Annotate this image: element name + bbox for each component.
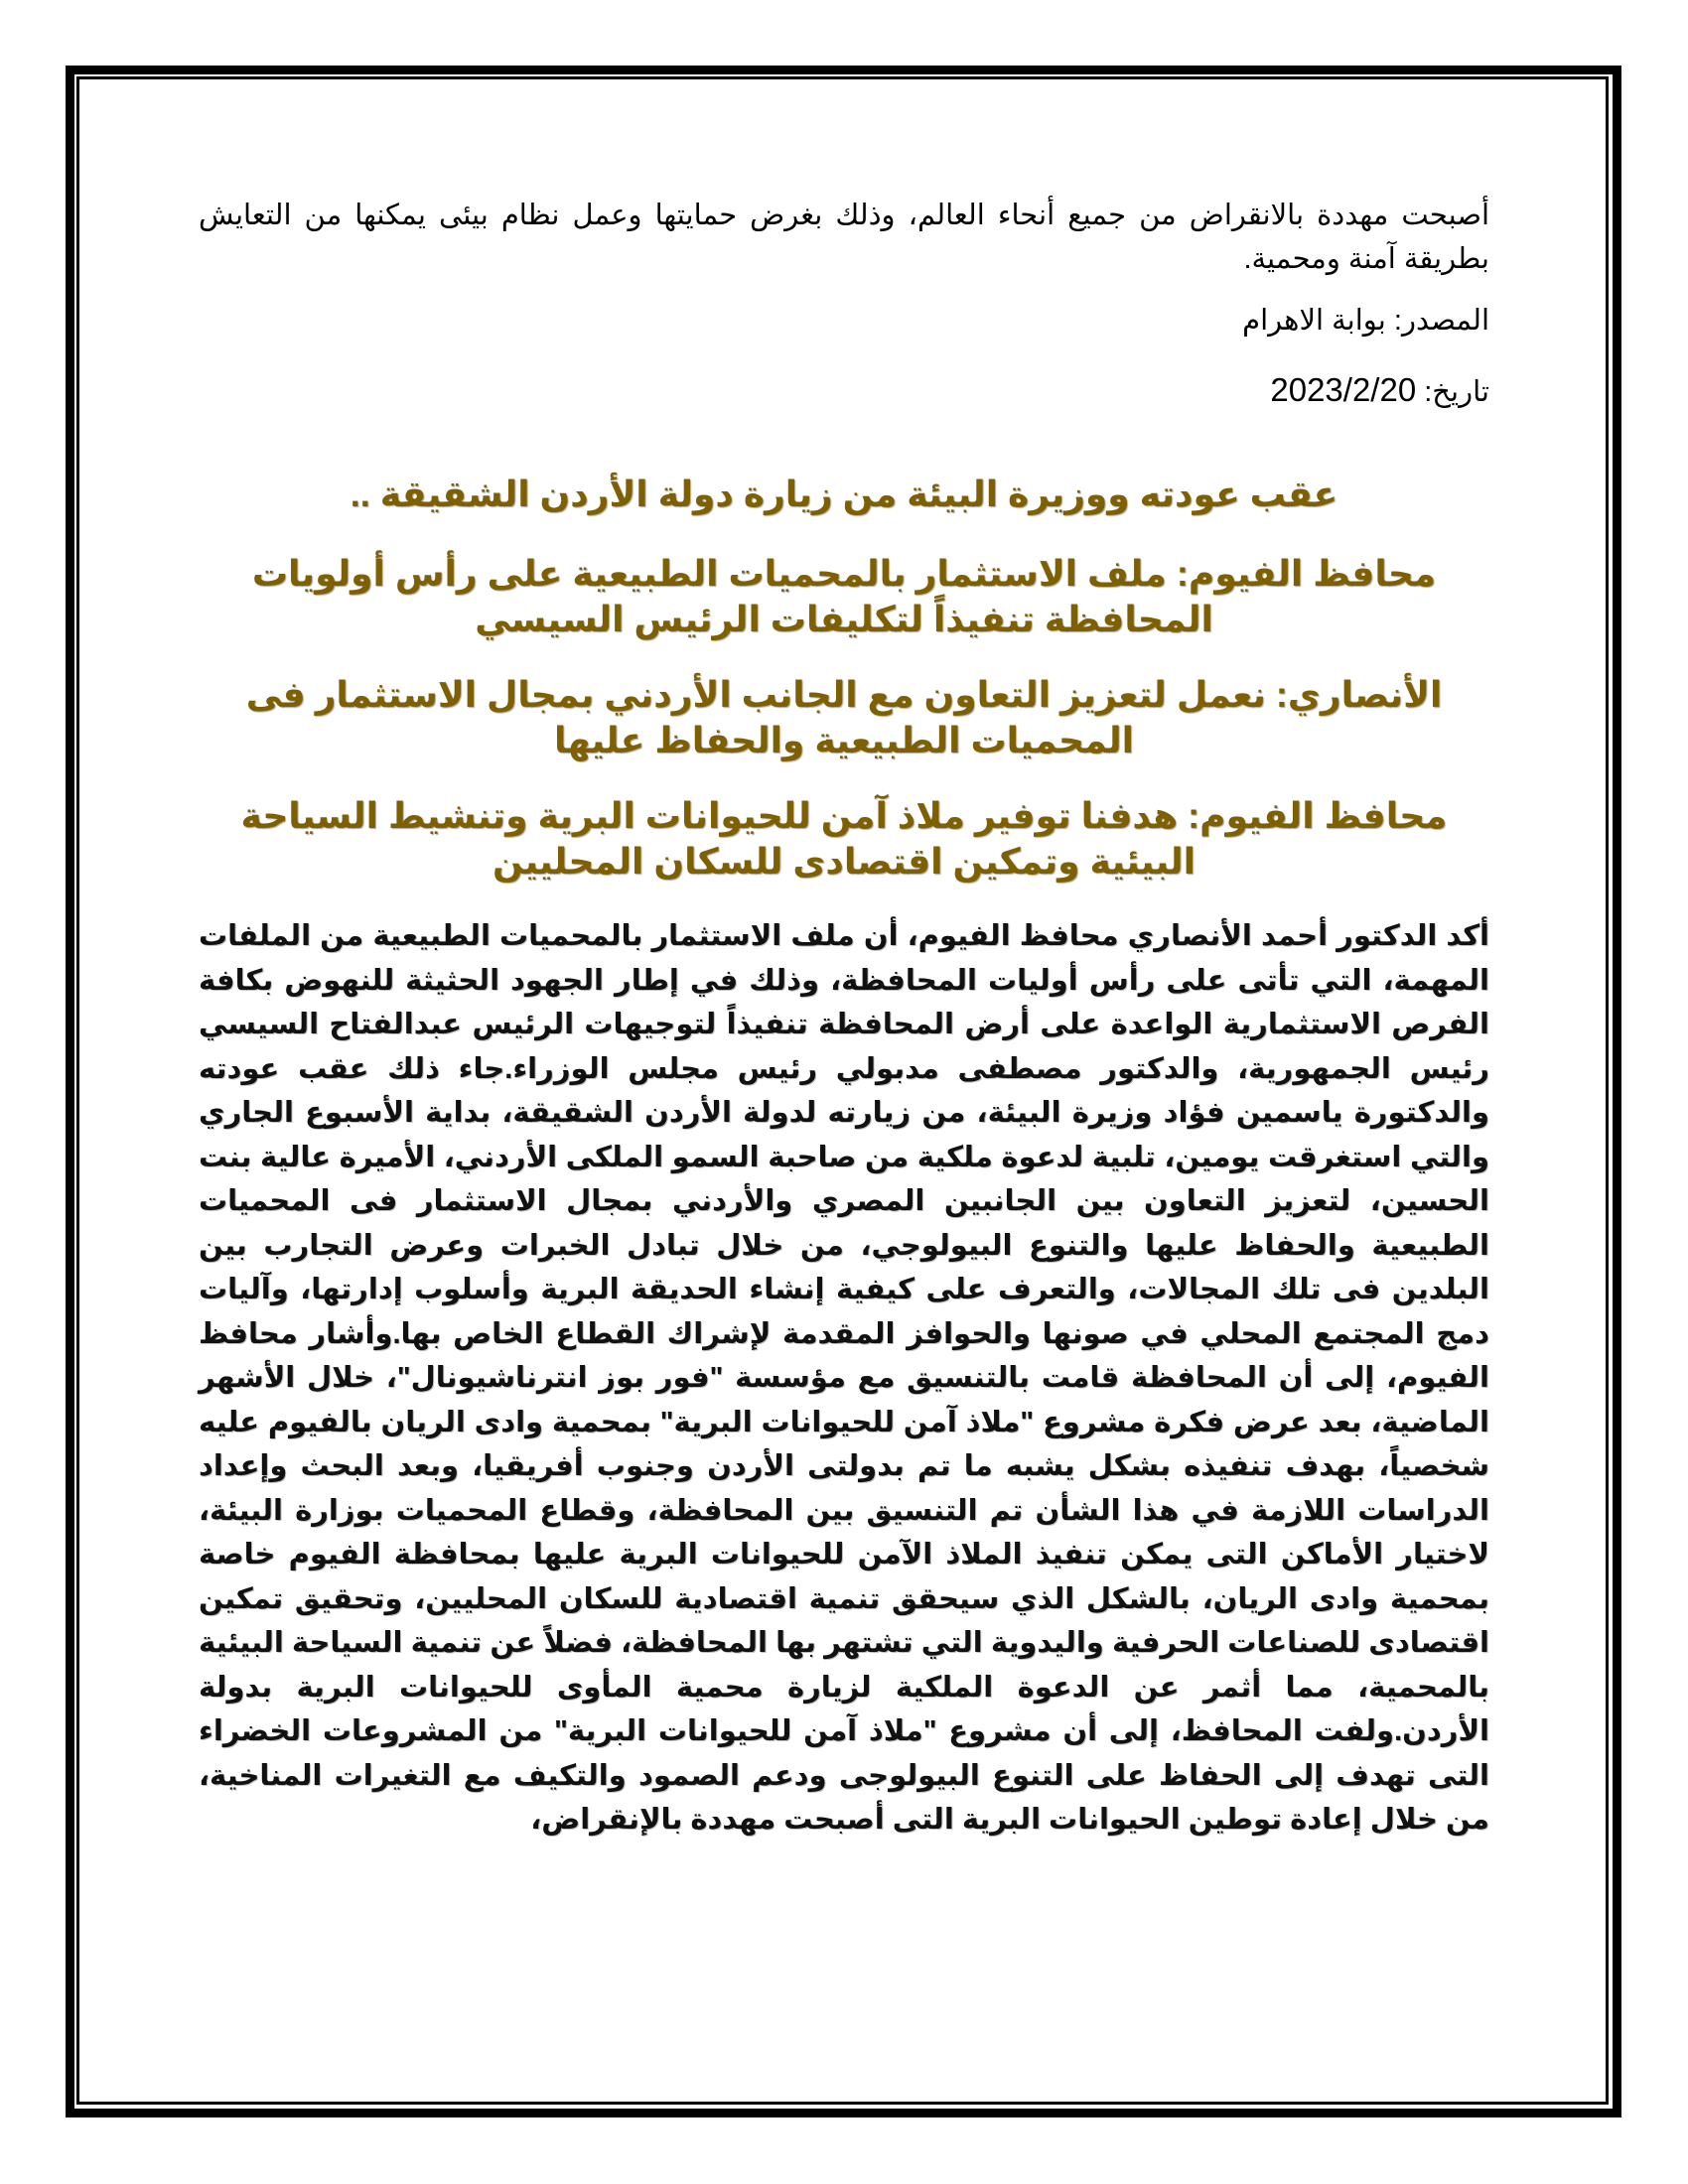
headline-3: الأنصاري: نعمل لتعزيز التعاون مع الجانب الأردني بمجال الاستثمار فى المحميات الطبيعية والحفاظ عليها (245, 674, 1443, 760)
source-line (199, 301, 1489, 341)
headline-2: محافظ الفيوم: ملف الاستثمار بالمحميات الطبيعية على رأس أولويات المحافظة تنفيذاً لتكليفات الرئيس السيسي (251, 553, 1437, 639)
date-value: 2023/2/20 (1270, 371, 1417, 408)
headline-1: عقب عودته ووزيرة البيئة من زيارة دولة الأردن الشقيقة .. (350, 474, 1338, 514)
date-line (199, 370, 1489, 412)
source-value: بوابة الاهرام (1242, 305, 1386, 337)
article-body-paragraph: أكد الدكتور أحمد الأنصاري محافظ الفيوم، أن ملف الاستثمار بالمحميات الطبيعية من الملفات المهمة، التي تأتى على رأس أوليات المحافظة، وذلك في إطار الجهود الحثيثة للنهوض بكافة الفرص الاستثمارية الواعدة على أرض المحافظة تنفيذاً لتوجيهات الرئيس عبدالفتاح السيسي رئيس الجمهورية، والدكتور مصطفى مدبولي رئيس مجلس الوزراء.جاء ذلك عقب عودته والدكتورة ياسمين فؤاد وزيرة البيئة، من زيارته لدولة الأردن الشقيقة، بداية الأسبوع الجاري والتي استغرقت يومين، تلبية لدعوة ملكية من صاحبة السمو الملكى الأردني، الأميرة عالية بنت الحسين، لتعزيز التعاون بين الجانبين المصري والأردني بمجال الاستثمار فى المحميات الطبيعية والحفاظ عليها والتنوع البيولوجي، من خلال تبادل الخبرات وعرض التجارب بين البلدين فى تلك المجالات، والتعرف على كيفية إنشاء الحديقة البرية وأسلوب إدارتها، وآليات دمج المجتمع المحلي في صونها والحوافز المقدمة لإشراك القطاع الخاص بها.وأشار محافظ الفيوم، إلى أن المحافظة قامت بالتنسيق مع مؤسسة "فور بوز انترناشيونال"، خلال الأشهر الماضية، بعد عرض فكرة مشروع "ملاذ آمن للحيوانات البرية" بمحمية وادى الريان بالفيوم عليه شخصياً، بهدف تنفيذه بشكل يشبه ما تم بدولتى الأردن وجنوب أفريقيا، وبعد البحث وإعداد الدراسات اللازمة في هذا الشأن تم التنسيق بين المحافظة، وقطاع المحميات بوزارة البيئة، لاختيار الأماكن التى يمكن تنفيذ الملاذ الآمن للحيوانات البرية عليها بمحافظة الفيوم خاصة بمحمية وادى الريان، بالشكل الذي سيحقق تنمية اقتصادية للسكان المحليين، وتحقيق تمكين اقتصادى للصناعات الحرفية واليدوية التي تشتهر بها المحافظة، فضلاً عن تنمية السياحة البيئية بالمحمية، مما أثمر عن الدعوة الملكية لزيارة محمية المأوى للحيوانات البرية بدولة الأردن.ولفت المحافظ، إلى أن مشروع "ملاذ آمن للحيوانات البرية" من المشروعات الخضراء التى تهدف إلى الحفاظ على التنوع البيولوجى ودعم الصمود والتكيف مع التغيرات المناخية، من خلال إعادة توطين الحيوانات البرية التى أصبحت مهددة بالإنقراض، (199, 920, 1489, 1836)
document-page (199, 194, 1489, 1843)
intro-paragraph: أصبحت مهددة بالانقراض من جميع أنحاء العالم، وذلك بغرض حمايتها وعمل نظام بيئى يمكنها من التعايش بطريقة آمنة ومحمية. (199, 200, 1489, 275)
headline-4: محافظ الفيوم: هدفنا توفير ملاذ آمن للحيوانات البرية وتنشيط السياحة البيئية وتمكين اقتصادى للسكان المحليين (240, 795, 1448, 882)
date-label: تاريخ: (1424, 376, 1489, 408)
source-label: المصدر: (1393, 305, 1489, 337)
